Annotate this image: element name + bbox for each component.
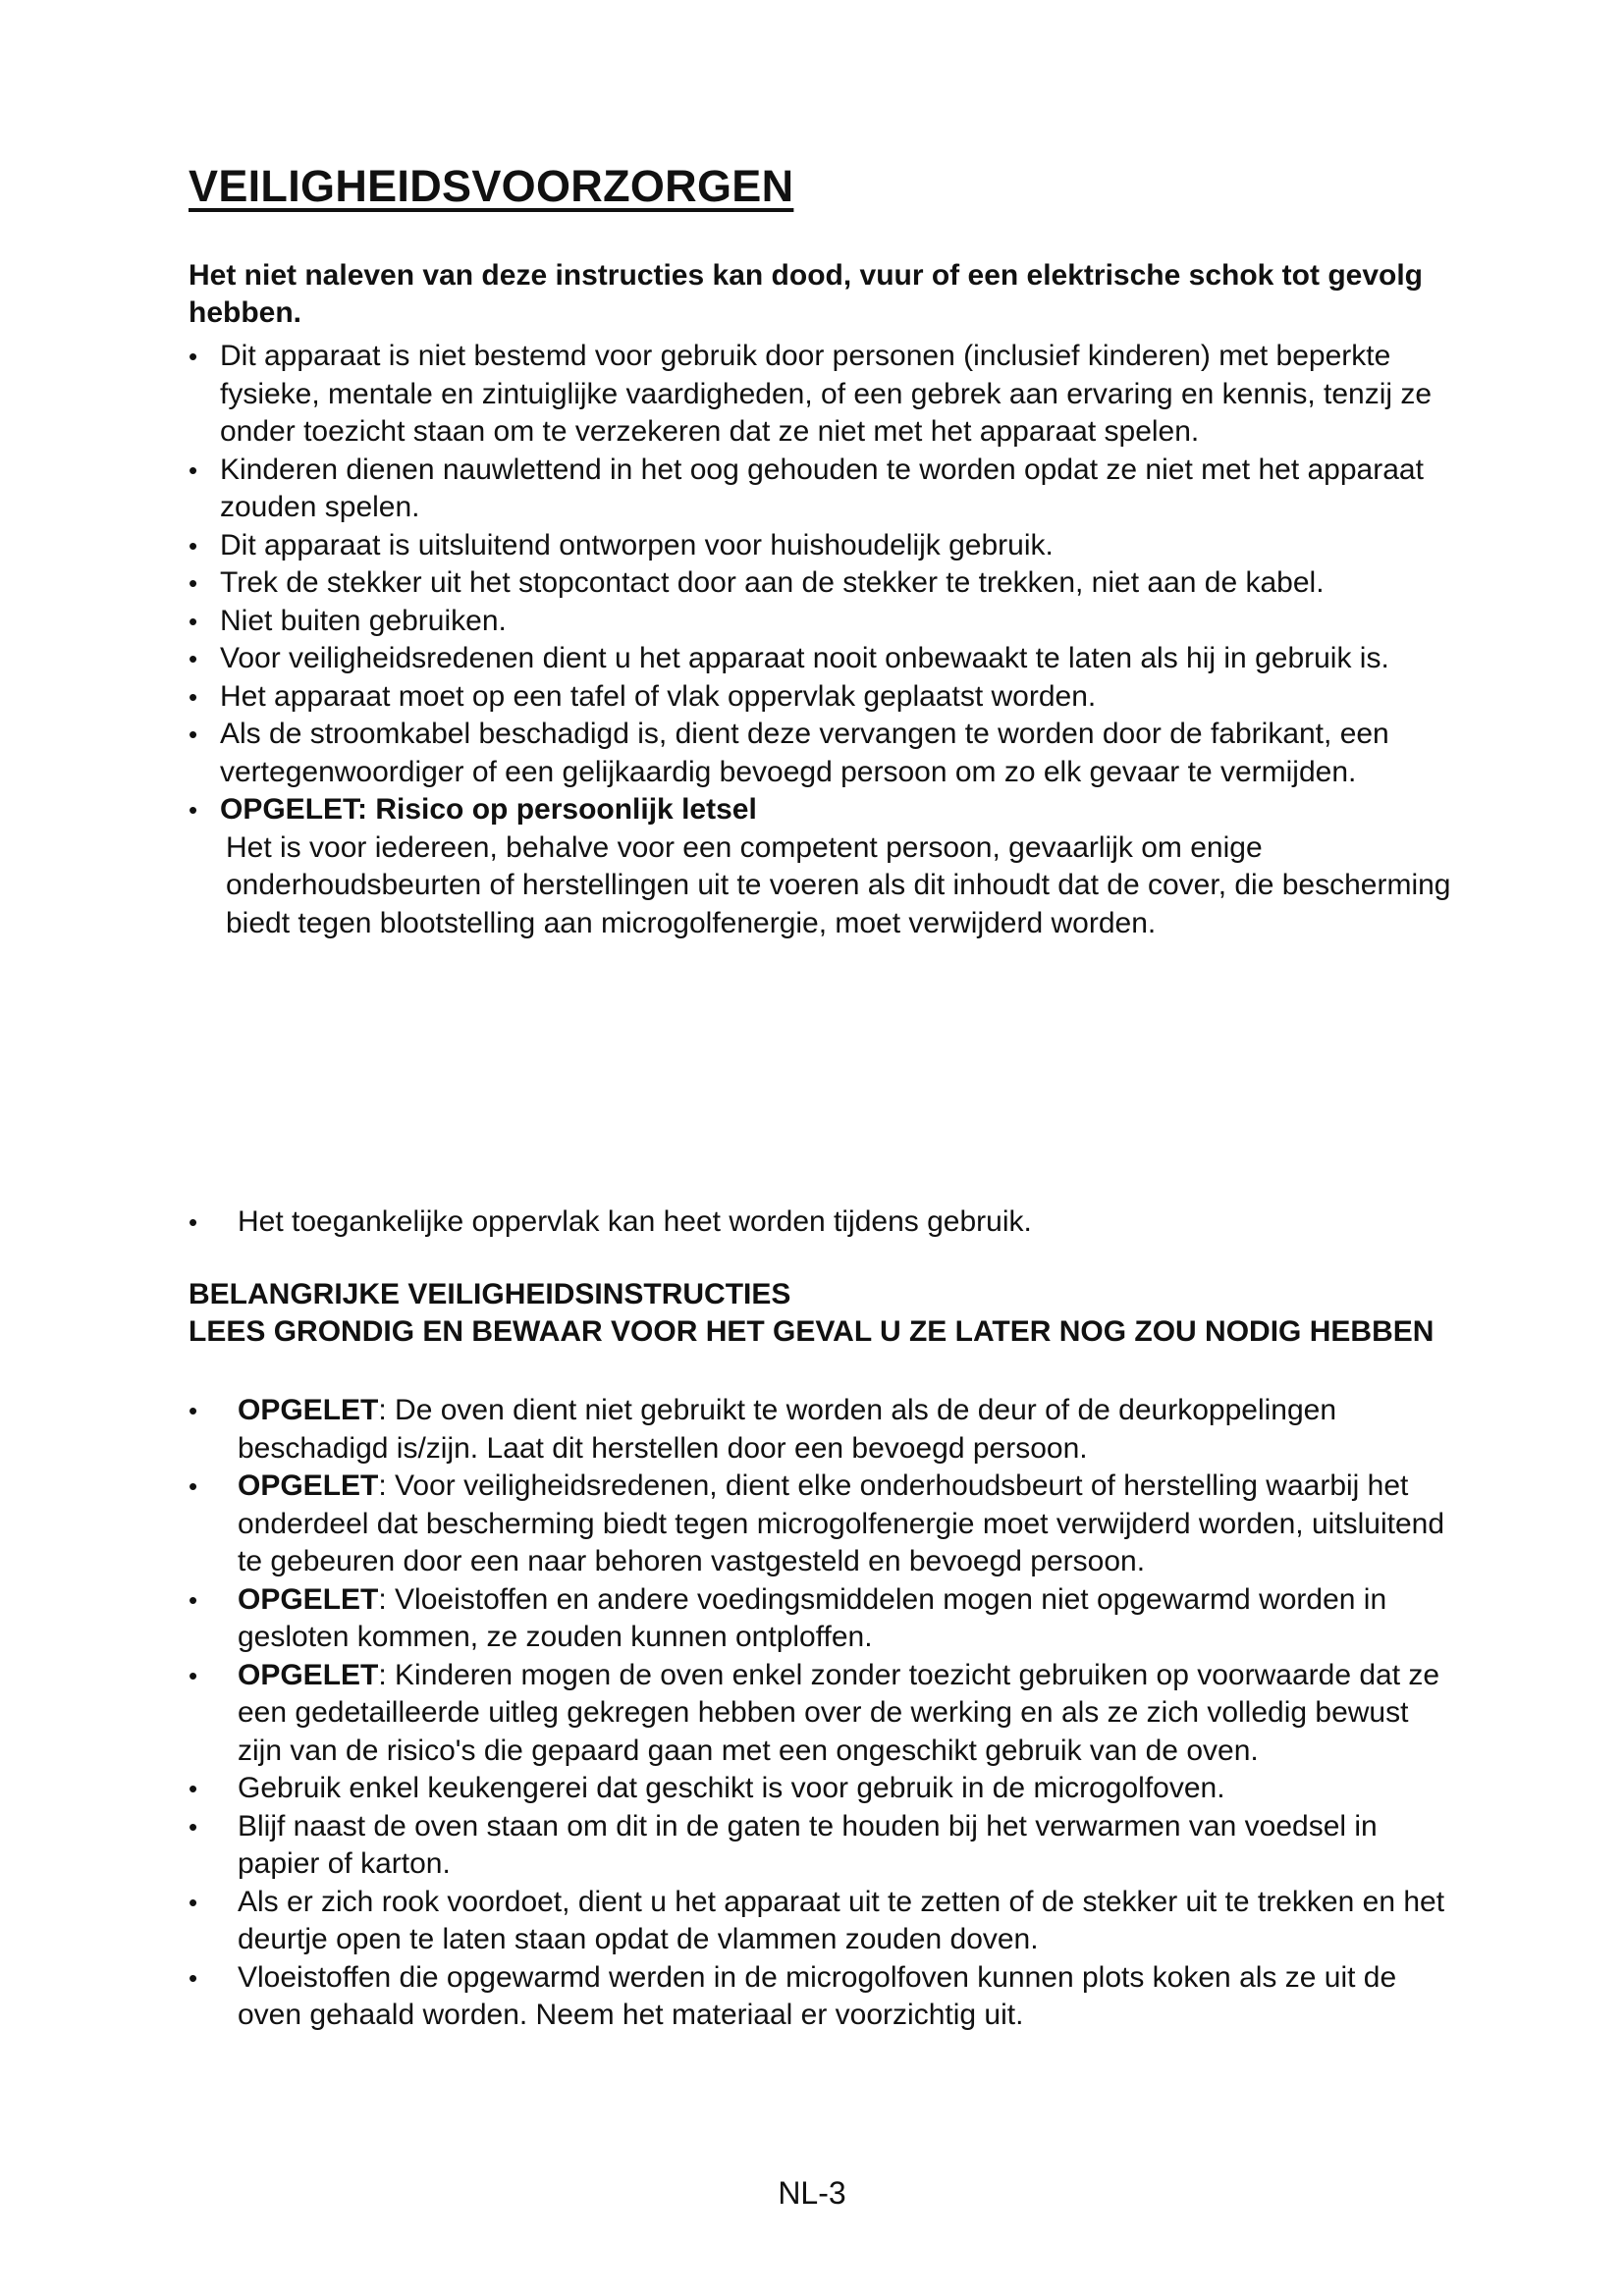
bullet-icon: • — [189, 795, 198, 825]
list-item-text — [238, 1581, 1451, 1657]
list-item — [185, 716, 1451, 791]
list-item-text: Gebruik enkel keukengerei dat geschikt is voor gebruik in de microgolfoven. — [238, 1772, 1225, 1804]
list-item — [185, 678, 1451, 717]
bullet-icon: • — [189, 644, 198, 673]
caution-label: OPGELET — [238, 1582, 379, 1616]
list-item-text: Blijf naast de oven staan om dit in de gaten te houden bij het verwarmen van voedsel in papier of karton. — [238, 1809, 1378, 1880]
list-item-text: Niet buiten gebruiken. — [220, 604, 507, 637]
list-item-body: : Voor veiligheidsredenen, dient elke onderhoudsbeurt of herstelling waarbij het onderdeel dat bescherming biedt tegen microgolfenergie moet verwijderd worden, uitsluitend te gebeuren door een naar behoren vastgesteld en bevoegd persoon. — [238, 1469, 1445, 1577]
list-item-text: Dit apparaat is niet bestemd voor gebruik door personen (inclusief kinderen) met beperkte fysieke, mentale en zintuiglijke vaardigheden, of een gebrek aan ervaring en kennis, tenzij ze onder toezicht staan om te verzekeren dat ze niet met het apparaat spelen. — [220, 340, 1433, 448]
list-item — [185, 338, 1451, 452]
bullet-icon: • — [189, 1887, 198, 1917]
caution-list-item — [185, 791, 1451, 942]
bullet-icon: • — [189, 1811, 198, 1842]
list-item — [185, 564, 1451, 603]
list-item-body: : De oven dient niet gebruikt te worden als de deur of de deurkoppelingen beschadigd is/zijn. Laat dit herstellen door een bevoegd persoon. — [238, 1394, 1337, 1465]
list-item-text — [238, 1468, 1451, 1581]
bullet-icon: • — [189, 681, 198, 712]
list-item-text: Voor veiligheidsredenen dient u het apparaat nooit onbewaakt te laten als hij in gebruik is. — [220, 642, 1389, 674]
list-item — [185, 1203, 1451, 1242]
list-item-text: Trek de stekker uit het stopcontact door aan de stekker te trekken, niet aan de kabel. — [220, 566, 1325, 599]
bullet-icon: • — [189, 342, 198, 371]
bullet-icon: • — [189, 1962, 198, 1993]
list-item — [185, 1392, 1451, 1468]
list-item-text: Kinderen dienen nauwlettend in het oog gehouden te worden opdat ze niet met het apparaat zouden spelen. — [220, 453, 1424, 523]
list-item — [185, 452, 1451, 527]
caution-text: Het is voor iedereen, behalve voor een competent persoon, gevaarlijk om enige onderhoudsbeurten of herstellingen uit te voeren als dit inhoudt dat de cover, die bescherming biedt tegen blootstelling aan microgolfenergie, moet verwijderd worden. — [226, 830, 1451, 939]
bullet-icon: • — [189, 1471, 198, 1501]
page-number: NL-3 — [778, 2175, 846, 2211]
bullet-icon: • — [189, 454, 198, 485]
bullet-icon: • — [189, 1207, 198, 1237]
list-item — [185, 527, 1451, 565]
important-instructions-list — [185, 1392, 1451, 2035]
list-item-text: Het toegankelijke oppervlak kan heet worden tijdens gebruik. — [238, 1205, 1032, 1238]
list-item — [185, 1959, 1451, 2035]
list-item — [185, 1808, 1451, 1884]
bullet-icon: • — [189, 568, 198, 598]
list-item-body: : Kinderen mogen de oven enkel zonder toezicht gebruiken op voorwaarde dat ze een gedetailleerde uitleg gekregen hebben over de werking en als ze zich volledig bewust zijn van de risico's die gepaard gaan met een ongeschikt gebruik van de oven. — [238, 1658, 1440, 1767]
list-item — [185, 1468, 1451, 1581]
list-item — [185, 1657, 1451, 1771]
caution-heading: OPGELET: Risico op persoonlijk letsel — [220, 793, 757, 826]
list-item-text: Dit apparaat is uitsluitend ontworpen voor huishoudelijk gebruik. — [220, 528, 1054, 561]
caution-label: OPGELET — [238, 1469, 379, 1502]
caution-label: OPGELET — [238, 1658, 379, 1691]
section-heading: BELANGRIJKE VEILIGHEIDSINSTRUCTIES — [189, 1278, 791, 1310]
caution-label: OPGELET — [238, 1394, 379, 1426]
list-item — [185, 640, 1451, 678]
list-item — [185, 1581, 1451, 1657]
list-item — [185, 1770, 1451, 1808]
warning-statement: Het niet naleven van deze instructies kan dood, vuur of een elektrische schok tot gevolg hebben. — [189, 259, 1423, 329]
bullet-icon: • — [189, 720, 198, 749]
list-item-text: Als de stroomkabel beschadigd is, dient deze vervangen te worden door de fabrikant, een vertegenwoordiger of een gelijkaardig bevoegd persoon om zo elk gevaar te vermijden. — [220, 718, 1389, 788]
section-subheading: LEES GRONDIG EN BEWAAR VOOR HET GEVAL U ZE LATER NOG ZOU NODIG HEBBEN — [189, 1315, 1435, 1348]
section-headings — [189, 1276, 1445, 1351]
bullet-icon: • — [189, 606, 198, 636]
list-item-body: : Vloeistoffen en andere voedingsmiddelen mogen niet opgewarmd worden in gesloten kommen, ze zouden kunnen ontploffen. — [238, 1582, 1387, 1653]
list-item — [185, 1884, 1451, 1959]
list-item-text: Het apparaat moet op een tafel of vlak oppervlak geplaatst worden. — [220, 679, 1097, 713]
bullet-icon: • — [189, 1660, 198, 1690]
list-item-text — [238, 1657, 1451, 1771]
list-item-text: Vloeistoffen die opgewarmd werden in de microgolfoven kunnen plots koken als ze uit de oven gehaald worden. Neem het materiaal er voorzichtig uit. — [238, 1960, 1397, 2031]
safety-precautions-list — [185, 338, 1451, 942]
page-title: VEILIGHEIDSVOORZORGEN — [189, 161, 794, 211]
bullet-icon: • — [189, 1584, 198, 1615]
list-item-text — [238, 1392, 1451, 1468]
bullet-icon: • — [189, 1396, 198, 1425]
list-item — [185, 603, 1451, 641]
list-item-text: Als er zich rook voordoet, dient u het apparaat uit te zetten of de stekker uit te trekken en het deurtje open te laten staan opdat de vlammen zouden doven. — [238, 1885, 1445, 1955]
bullet-icon: • — [189, 530, 198, 561]
bullet-icon: • — [189, 1774, 198, 1803]
